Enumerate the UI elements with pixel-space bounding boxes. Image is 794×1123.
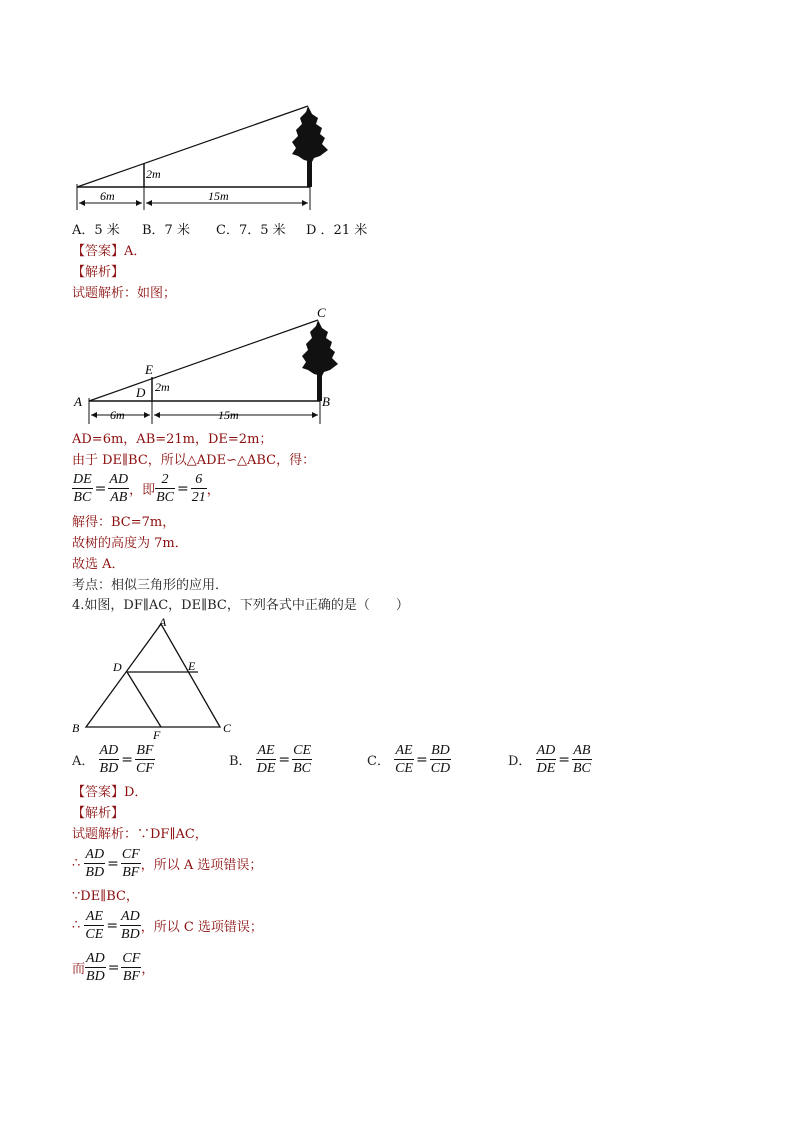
figure-tree-shadow-1 (70, 100, 340, 218)
figure-triangle (70, 614, 240, 740)
q4-analysis-heading: 【解析】 (72, 806, 125, 821)
label-15m: 15m (208, 189, 229, 203)
sun-ray-line (77, 106, 308, 187)
sun-ray-line (89, 320, 318, 401)
point-e-label: E (145, 362, 153, 377)
q3-solve: 解得：BC=7m， (72, 515, 176, 530)
q4-option-d: D． $\frac{AD}{DE}$ = $\frac{AB}{BC}$ (508, 743, 591, 776)
q3-point: 考点：相似三角形的应用． (72, 578, 229, 593)
q4-because-2: ∵DE∥BC， (72, 889, 139, 904)
q3-answer: 【答案】A． (72, 244, 147, 259)
q3-height: 故树的高度为 7m． (72, 536, 188, 551)
q3-given: AD=6m，AB=21m，DE=2m； (72, 432, 273, 447)
tree-icon (302, 320, 338, 401)
q4-step-3: 而 $\frac{AD}{BD}$ = $\frac{CF}{BF}$ ， (72, 951, 155, 984)
point-f-label: F (153, 728, 161, 740)
point-e-label: E (188, 659, 196, 673)
point-c-label: C (223, 721, 232, 735)
point-d-label: D (136, 385, 146, 400)
q4-step-2: ∴ $\frac{AE}{CE}$ = $\frac{AD}{BD}$ ，所以 C 选项错误； (72, 909, 263, 942)
label-6m: 6m (110, 408, 125, 422)
q4-stem: 4.如图，DF∥AC，DE∥BC，下列各式中正确的是（ ） (72, 598, 409, 613)
q3-choose: 故选 A． (72, 557, 125, 572)
q4-option-c: C． $\frac{AE}{CE}$ = $\frac{BD}{CD}$ (367, 743, 451, 776)
q4-analysis-intro: 试题解析：∵DF∥AC， (72, 827, 208, 842)
tree-icon (292, 106, 328, 187)
point-c-label: C (317, 305, 326, 320)
q3-option-d: D ．21 米 (306, 223, 368, 238)
figure-tree-shadow-2 (70, 304, 350, 428)
label-2m: 2m (146, 167, 161, 181)
q4-answer: 【答案】D． (72, 785, 148, 800)
q4-option-a: A． $\frac{AD}{BD}$ = $\frac{BF}{CF}$ (72, 743, 154, 776)
q4-option-b: B． $\frac{AE}{DE}$ = $\frac{CE}{BC}$ (229, 743, 311, 776)
q3-option-b: B．7 米 (142, 223, 190, 238)
label-6m: 6m (100, 189, 115, 203)
q3-equation-1: $\frac{DE}{BC}$ = $\frac{AD}{AB}$ ，即 $\frac{2}{BC}$ = $\frac{6}{21}$ ， (73, 472, 220, 505)
q3-analysis-heading: 【解析】 (72, 265, 125, 280)
point-d-label: D (113, 660, 122, 674)
q3-reason: 由于 DE∥BC，所以△ADE∽△ABC，得： (72, 453, 316, 468)
point-b-label: B (72, 721, 80, 735)
point-a-label: A (74, 394, 82, 409)
q3-option-c: C．7．5 米 (216, 223, 286, 238)
q3-analysis-intro: 试题解析：如图； (72, 286, 177, 301)
label-2m: 2m (155, 380, 170, 394)
point-a-label: A (159, 615, 167, 629)
point-b-label: B (322, 394, 330, 409)
label-15m: 15m (218, 408, 239, 422)
q4-step-1: ∴ $\frac{AD}{BD}$ = $\frac{CF}{BF}$ ，所以 A 选项错误； (72, 847, 263, 880)
q3-option-a: A．5 米 (72, 223, 120, 238)
